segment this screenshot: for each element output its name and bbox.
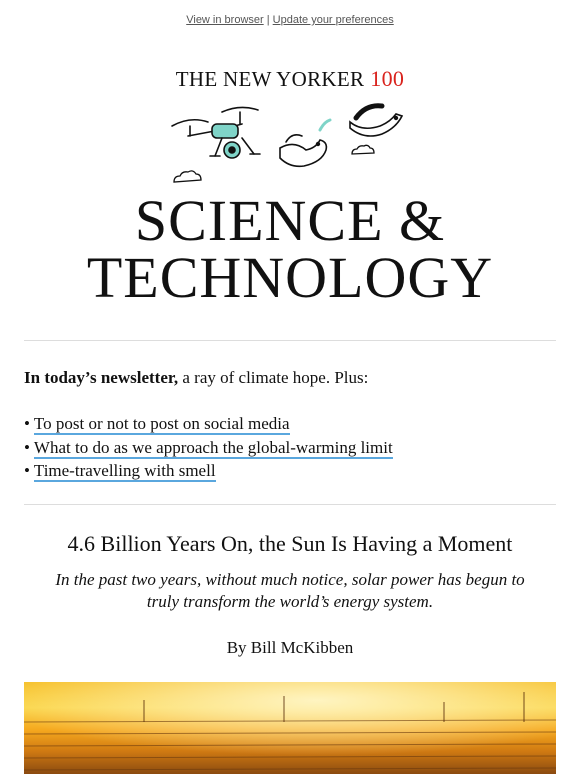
solar-field-graphic — [24, 682, 556, 774]
bullet: • — [24, 437, 34, 457]
divider — [24, 504, 556, 505]
story-link-social-media[interactable]: To post or not to post on social media — [33, 414, 290, 433]
bird-icon — [280, 120, 330, 166]
section-title-line2: TECHNOLOGY — [86, 245, 494, 310]
section-illustration — [160, 96, 420, 192]
masthead-brand: THE NEW YORKER — [175, 67, 365, 91]
list-item — [24, 459, 393, 483]
story-links — [24, 412, 393, 483]
article-dek: In the past two years, without much notice, solar power has begun to truly transform the world’s energy system. — [55, 570, 525, 611]
update-preferences-link[interactable]: Update your preferences — [272, 14, 394, 26]
intro-rest: a ray of climate hope. Plus: — [178, 368, 369, 387]
cloud-icon — [174, 145, 374, 182]
drone-icon — [172, 107, 260, 158]
intro-lead: In today’s newsletter, — [24, 368, 179, 387]
list-item — [24, 412, 393, 436]
story-link-warming-limit[interactable]: What to do as we approach the global-warming limit — [33, 437, 393, 457]
bird-icon — [350, 106, 402, 136]
divider — [24, 340, 556, 341]
newsletter-intro — [24, 368, 368, 388]
top-utility-bar — [0, 14, 580, 30]
article-hero-image[interactable] — [24, 682, 556, 774]
list-item — [24, 436, 393, 460]
bullet: • — [24, 461, 34, 480]
article-headline[interactable]: 4.6 Billion Years On, the Sun Is Having a Moment — [67, 531, 513, 556]
section-title-line1: SCIENCE & — [134, 188, 446, 253]
topbar-separator: | — [263, 14, 273, 26]
article-byline: By Bill McKibben — [226, 638, 354, 657]
masthead-anniversary: 100 — [370, 66, 405, 91]
view-in-browser-link[interactable]: View in browser — [186, 14, 264, 26]
bullet: • — [24, 414, 34, 433]
story-link-smell[interactable]: Time-travelling with smell — [33, 461, 216, 480]
masthead[interactable] — [0, 66, 580, 92]
